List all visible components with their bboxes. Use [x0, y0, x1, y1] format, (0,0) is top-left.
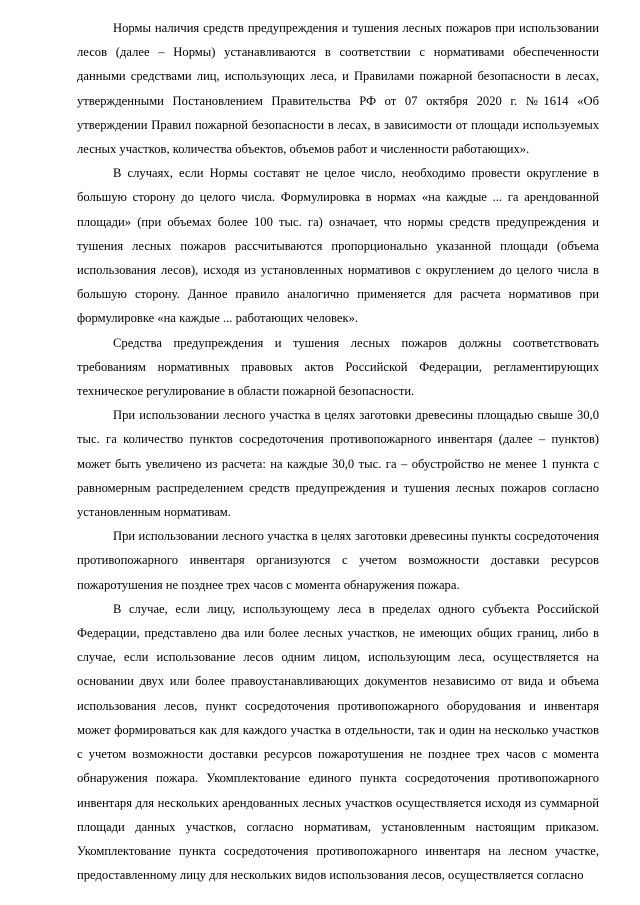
paragraph-requirements-compliance: Средства предупреждения и тушения лесных пожаров должны соответствовать требованиям нормативных правовых актов Российской Федерации, регламентирующих техническое регулирование в области пожарной безопасности. [77, 335, 599, 399]
document-body [77, 16, 599, 887]
paragraph-delivery-time: При использовании лесного участка в целях заготовки древесины пункты сосредоточения противопожарного инвентаря организуются с учетом возможности доставки ресурсов пожаротушения не позднее трех часов с момента обнаружения пожара. [77, 529, 599, 592]
paragraph-rounding-rule: В случаях, если Нормы составят не целое число, необходимо провести округление в большую сторону до целого числа. Формулировка в нормах «на каждые ... га арендованной площади» (при объемах более 100 тыс. га) означает, что нормы средств предупреждения и тушения лесных пожаров рассчитываются пропорционально указанной площади (объема использования лесов), исходя из установленных нормативов с округлением до целого числа в большую сторону. Данное правило аналогично применяется для расчета нормативов при формулировке «на каждые ... работающих человек». [77, 166, 599, 326]
paragraph-additional-points: При использовании лесного участка в целях заготовки древесины площадью свыше 30,0 тыс. га количество пунктов сосредоточения противопожарного инвентаря (далее – пунктов) может быть увеличено из расчета: на каждые 30,0 тыс. га – обустройство не менее 1 пункта с равномерным распределением средств предупреждения и тушения лесных пожаров согласно установленным нормативам. [77, 408, 599, 520]
paragraph-multiple-plots: В случае, если лицу, использующему леса в пределах одного субъекта Российской Федерации, представлено два или более лесных участков, не имеющих общих границ, либо в случае, если использование лесов одним лицом, использующим леса, осуществляется на основании двух или более правоустанавливающих документов независимо от вида и объема использования лесов, пункт сосредоточения противопожарного оборудования и инвентаря может формироваться как для каждого участка в отдельности, так и один на несколько участков с учетом возможности доставки ресурсов пожаротушения не позднее трех часов с момента обнаружения пожара. Укомплектование единого пункта сосредоточения противопожарного инвентаря для нескольких арендованных лесных участков осуществляется исходя из суммарной площади данных участков, согласно нормативам, установленным настоящим приказом. Укомплектование пункта сосредоточения противопожарного инвентаря на лесном участке, предоставленному лицу для нескольких видов использования лесов, осуществляется согласно [77, 601, 599, 883]
paragraph-norms-definition: Нормы наличия средств предупреждения и тушения лесных пожаров при использовании лесов (далее – Нормы) устанавливаются в соответствии с нормативами обеспеченности данными средствами лиц, использующих леса, и Правилами пожарной безопасности в лесах, утвержденными Постановлением Правительства РФ от 07 октября 2020 г. №1614 «Об утверждении Правил пожарной безопасности в лесах, в зависимости от площади используемых лесных участков, количества объектов, объемов работ и численности работающих». [77, 21, 599, 157]
